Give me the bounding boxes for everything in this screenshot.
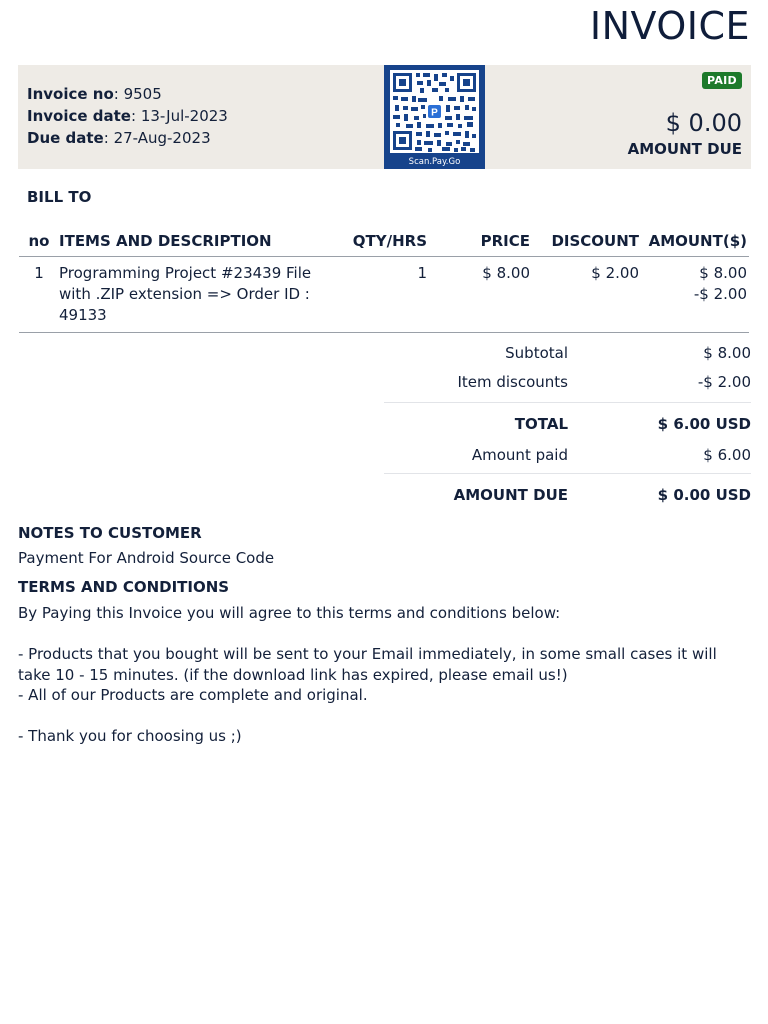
notes-text: Payment For Android Source Code bbox=[18, 549, 275, 567]
amount-paid-row bbox=[384, 442, 751, 473]
subtotal-label: Subtotal bbox=[505, 344, 568, 362]
item-discounts-value: -$ 2.00 bbox=[697, 373, 751, 391]
bill-to-heading: BILL TO bbox=[27, 188, 92, 206]
col-header-no: no bbox=[19, 228, 59, 256]
total-row bbox=[384, 402, 751, 442]
totals-summary bbox=[384, 340, 751, 513]
line-items-table bbox=[19, 228, 749, 333]
due-date-label: Due date bbox=[27, 129, 104, 147]
invoice-date-label: Invoice date bbox=[27, 107, 131, 125]
invoice-meta bbox=[27, 83, 228, 149]
row-amount: $ 8.00 bbox=[699, 263, 747, 282]
item-discounts-label: Item discounts bbox=[457, 373, 568, 391]
amount-due-value: $ 0.00 USD bbox=[657, 486, 751, 504]
col-header-discount: DISCOUNT bbox=[530, 228, 639, 256]
col-header-qty: QTY/HRS bbox=[327, 228, 427, 256]
col-header-amount: AMOUNT($) bbox=[639, 228, 749, 256]
terms-heading: TERMS AND CONDITIONS bbox=[18, 578, 230, 596]
total-value: $ 6.00 USD bbox=[657, 415, 751, 433]
invoice-no-label: Invoice no bbox=[27, 85, 114, 103]
row-no: 1 bbox=[34, 263, 44, 282]
item-discounts-row bbox=[384, 369, 751, 402]
due-date-line: Due date: 27-Aug-2023 bbox=[27, 129, 211, 147]
terms-text: By Paying this Invoice you will agree to this terms and conditions below: - Products that you bought will be sent to your Email immediately, in some small cases it will take 10 - 15 minutes. (if the download link has expired, please email us!) - All of our Products are complete and original. - Thank you for choosing us ;) bbox=[18, 604, 717, 745]
subtotal-value: $ 8.00 bbox=[703, 344, 751, 362]
notes-heading: NOTES TO CUSTOMER bbox=[18, 524, 202, 542]
subtotal-row bbox=[384, 340, 751, 369]
table-row bbox=[19, 256, 749, 332]
amount-due-row bbox=[384, 473, 751, 513]
paid-status-badge: PAID bbox=[702, 72, 742, 89]
amount-due-label: AMOUNT DUE bbox=[453, 486, 568, 504]
invoice-date-line: Invoice date: 13-Jul-2023 bbox=[27, 107, 228, 125]
amount-paid-label: Amount paid bbox=[471, 446, 568, 464]
qr-code[interactable] bbox=[384, 65, 485, 169]
svg-text:P: P bbox=[431, 107, 438, 119]
table-header-row bbox=[19, 228, 749, 256]
col-header-description: ITEMS AND DESCRIPTION bbox=[59, 228, 327, 256]
header-amount-due: $ 0.00 bbox=[665, 109, 742, 137]
amount-paid-value: $ 6.00 bbox=[703, 446, 751, 464]
invoice-date-value: 13-Jul-2023 bbox=[140, 107, 228, 125]
row-price: $ 8.00 bbox=[482, 263, 530, 282]
row-description: Programming Project #23439 File with .ZIP extension => Order ID : 49133 bbox=[59, 263, 312, 324]
invoice-title: INVOICE bbox=[589, 4, 750, 48]
due-date-value: 27-Aug-2023 bbox=[113, 129, 211, 147]
total-label: TOTAL bbox=[514, 415, 568, 433]
col-header-price: PRICE bbox=[427, 228, 530, 256]
row-amount-discount: -$ 2.00 bbox=[693, 284, 747, 303]
qr-code-icon bbox=[390, 70, 479, 153]
qr-caption: Scan.Pay.Go bbox=[408, 157, 461, 167]
invoice-no-line: Invoice no: 9505 bbox=[27, 85, 162, 103]
invoice-header-band bbox=[18, 65, 751, 169]
row-qty: 1 bbox=[417, 263, 427, 282]
row-discount: $ 2.00 bbox=[591, 263, 639, 282]
row-amount-cell bbox=[639, 256, 749, 332]
header-amount-due-label: AMOUNT DUE bbox=[627, 140, 742, 158]
invoice-no-value: 9505 bbox=[123, 85, 162, 103]
